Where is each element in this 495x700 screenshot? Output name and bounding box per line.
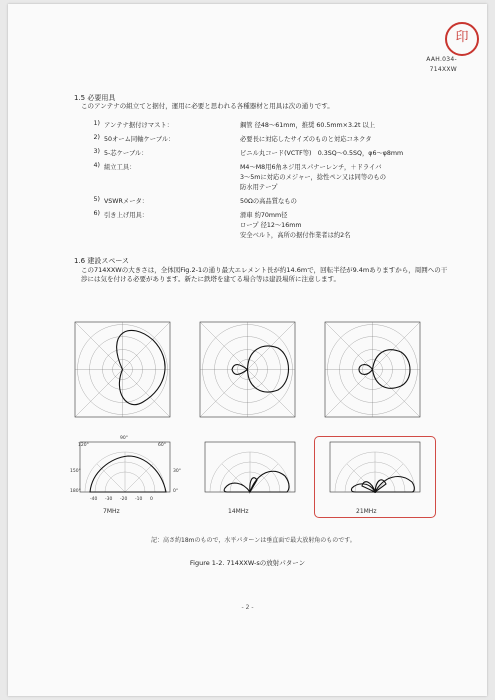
tick-label: 0° (173, 489, 179, 494)
band-label-7mhz: 7MHz (103, 508, 120, 515)
section-1-6-body: この714XXWの大きさは，全体図Fig.2-1の通り最大エレメント長が約14.6mで，回転半径が9.4mありますから，周囲への干渉には気を付ける必要があります。新たに鉄塔を建てる場合等は建設場所に注意します。 (81, 266, 448, 283)
tick-label: 180° (70, 489, 81, 494)
tick-label: 150° (70, 469, 81, 474)
list-item-extra: 3～5mに対応のメジャー，捻性ペン又は同等のもの (240, 174, 387, 181)
model-number: 714XXW (429, 66, 457, 73)
list-item-extra: ロープ 径12～16mm (240, 222, 302, 229)
section-1-5-heading: 1.5 必要用具 (74, 94, 116, 102)
list-item: 4) 組立工具： M4～M8用6角ネジ用スパナーレンチ，＋ドライバ (93, 162, 382, 171)
list-item-extra: 防水用テープ (240, 184, 278, 191)
list-item: 5) VSWRメータ： 50Ωの高品質なもの (93, 196, 297, 205)
section-1-5-intro: このアンテナの組立てと据付，運用に必要と思われる各種器材と用具は次の通りです。 (81, 102, 334, 110)
list-item: 3) 5-芯ケーブル： ビニル丸コード(VCTF等) 0.3SQ～0.5SQ，φ6～φ8mm (93, 148, 404, 157)
tick-label: 0 (150, 497, 153, 502)
tick-label: -10 (135, 497, 143, 502)
list-item: 6) 引き上げ用具： 滑車 約70mm径 (93, 210, 288, 219)
figure-caption: Figure 1-2. 714XXW-sの放射パターン (189, 559, 306, 567)
elevation-pattern-14mhz (205, 442, 295, 492)
tick-label: -20 (120, 497, 128, 502)
band-label-14mhz: 14MHz (228, 508, 249, 515)
horizontal-pattern-7mhz (75, 322, 170, 417)
tick-label: 120° (78, 443, 89, 448)
figure-note: 記：高さ約18mのもので，水平パターンは垂直面で最大放射角のものです。 (151, 537, 356, 544)
horizontal-pattern-21mhz (325, 322, 420, 417)
elevation-pattern-7mhz (80, 442, 170, 492)
list-item-extra: 安全ベルト，高所の据付作業者は約2名 (240, 232, 351, 239)
page-number: - 2 - (241, 604, 254, 611)
list-item: 1) アンテナ据付けマスト： 鋼管 径48～61mm，推奨 60.5mm×3.2t 以上 (93, 120, 376, 129)
seal-stamp: 印 (445, 22, 479, 56)
section-1-6-heading: 1.6 建設スペース (74, 257, 130, 265)
tick-label: -30 (105, 497, 113, 502)
tick-label: 60° (158, 443, 166, 448)
document-page (8, 4, 487, 696)
tick-label: 30° (173, 469, 181, 474)
doc-number: AAH.034- (426, 56, 457, 63)
highlight-annotation (314, 436, 436, 518)
list-item: 2) 50オーム同軸ケーブル： 必要長に対応したサイズのものと対応コネクタ (93, 134, 372, 143)
tick-label: -40 (90, 497, 98, 502)
tick-label: 90° (120, 436, 128, 441)
band-label-21mhz: 21MHz (356, 508, 377, 515)
horizontal-pattern-14mhz (200, 322, 295, 417)
